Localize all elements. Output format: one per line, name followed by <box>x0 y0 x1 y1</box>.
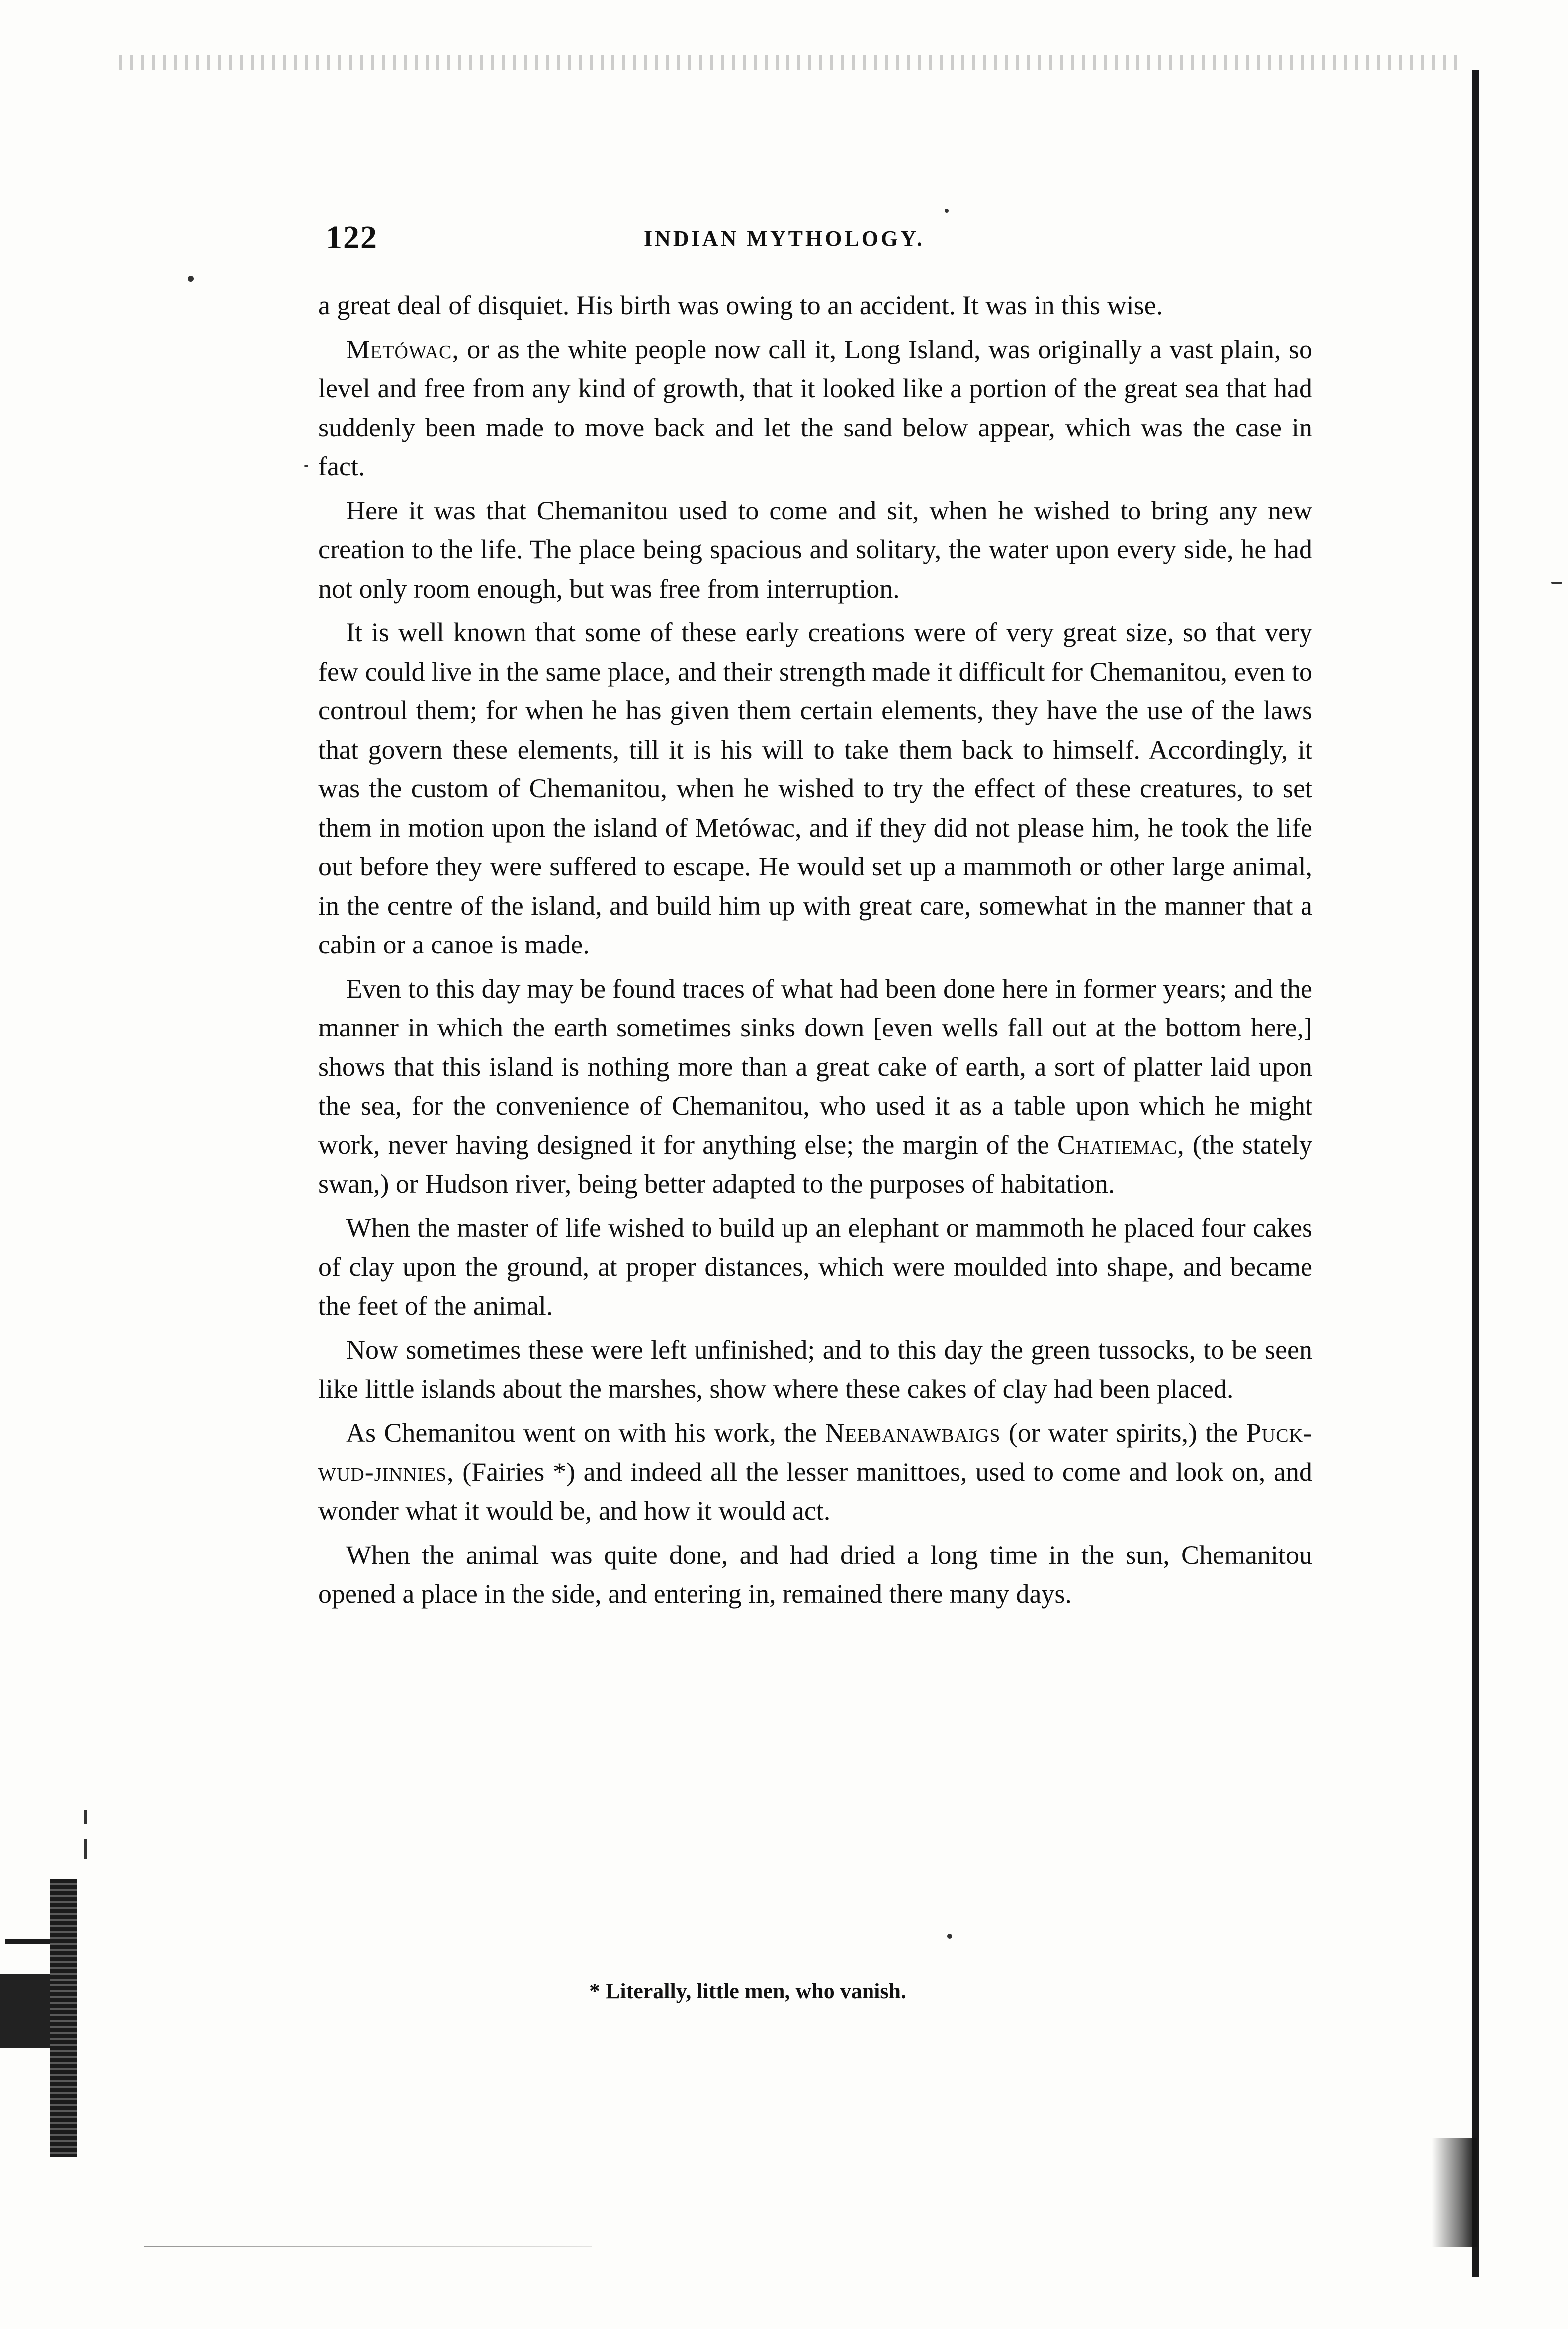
page-number: 122 <box>326 219 378 256</box>
page-edge-shadow-left <box>0 1879 87 2157</box>
scan-speck <box>945 209 949 213</box>
paragraph-text: (or water spirits,) the <box>1000 1418 1246 1448</box>
paragraph-text: Now sometimes these were left unfinished; and to this day the green tussocks, to be seen like little islands about the marshes, show where these cakes of clay had been placed. <box>318 1335 1312 1404</box>
paragraph <box>318 1536 1312 1614</box>
paragraph-text: Here it was that Chemanitou used to come and sit, when he wished to bring any new creation to the life. The place being spacious and solitary, the water upon every side, he had not only room enough, but was free from interruption. <box>318 495 1312 604</box>
paragraph-text: (the stately swan,) or Hudson river, being better adapted to the purposes of habitation. <box>318 1129 1312 1199</box>
paragraph <box>318 1413 1312 1531</box>
paragraph <box>318 491 1312 608</box>
paragraph <box>318 1208 1312 1326</box>
river-name-smallcaps: Chatiemac, <box>1057 1129 1185 1160</box>
paragraph <box>318 330 1312 486</box>
paragraph-text: or as the white people now call it, Long Island, was originally a vast plain, so level and free from any kind of growth, that it looked like a portion of the great sea that had suddenly been made to move back and let the sand below appear, which was the case in fact. <box>318 334 1312 481</box>
paragraph-text: When the master of life wished to build up an elephant or mammoth he placed four cakes of clay upon the ground, at proper distances, which were moulded into shape, and became the feet of the animal. <box>318 1212 1312 1321</box>
page-edge-shadow-corner <box>1432 2138 1477 2247</box>
running-head <box>326 219 1325 263</box>
paragraph <box>318 1330 1312 1408</box>
scan-mark <box>84 1839 87 1859</box>
page-edge-shadow-right <box>1472 70 1479 2277</box>
scan-noise-top <box>119 55 1462 70</box>
paragraph-text: (Fairies *) and indeed all the lesser manittoes, used to come and look on, and wonder what it would be, and how it would act. <box>318 1457 1312 1526</box>
scan-mark <box>84 1810 87 1824</box>
running-title: INDIAN MYTHOLOGY. <box>644 226 925 251</box>
paragraph <box>318 613 1312 964</box>
scan-speck <box>947 1934 952 1939</box>
scan-rule-bottom <box>144 2246 592 2247</box>
paragraph-text: It is well known that some of these early creations were of very great size, so that very few could live in the same place, and their strength made it difficult for Chemanitou, even to controul them; for when he has given them certain elements, they have the use of the laws that govern these elements, till it is his will to take them back to himself. Accordingly, it was the custom of Chemanitou, when he wished to try the effect of these creatures, to set them in motion upon the island of Metówac, and if they did not please him, he took the life out before they were suffered to escape. He would set up a mammoth or other large animal, in the centre of the island, and build him up with great care, somewhat in the manner that a cabin or a canoe is made. <box>318 617 1312 959</box>
paragraph-text: Even to this day may be found traces of what had been done here in former years; and the manner in which the earth sometimes sinks down [even wells fall out at the bottom here,] shows that this island is nothing more than a great cake of earth, a sort of platter laid upon the sea, for the convenience of Chemanitou, who used it as a table upon which he might work, never having designed it for anything else; the margin of the <box>318 973 1312 1160</box>
spirit-name-smallcaps: Puck-wud-jinnies, <box>318 1418 1312 1487</box>
paragraph-text: As Chemanitou went on with his work, the <box>346 1418 825 1448</box>
scan-speck <box>188 276 194 282</box>
scan-speck <box>304 465 308 467</box>
scan-speck <box>1551 582 1562 584</box>
place-name-smallcaps: Metówac, <box>346 334 459 364</box>
body-text <box>318 286 1312 1619</box>
paragraph <box>318 286 1312 325</box>
footnote: * Literally, little men, who vanish. <box>589 1979 906 2003</box>
paragraph-text: When the animal was quite done, and had dried a long time in the sun, Chemanitou opened a place in the side, and entering in, remained there many days. <box>318 1540 1312 1609</box>
spirit-name-smallcaps: Neebanawbaigs <box>825 1418 1001 1448</box>
paragraph-text: a great deal of disquiet. His birth was owing to an accident. It was in this wise. <box>318 290 1163 320</box>
paragraph <box>318 969 1312 1204</box>
